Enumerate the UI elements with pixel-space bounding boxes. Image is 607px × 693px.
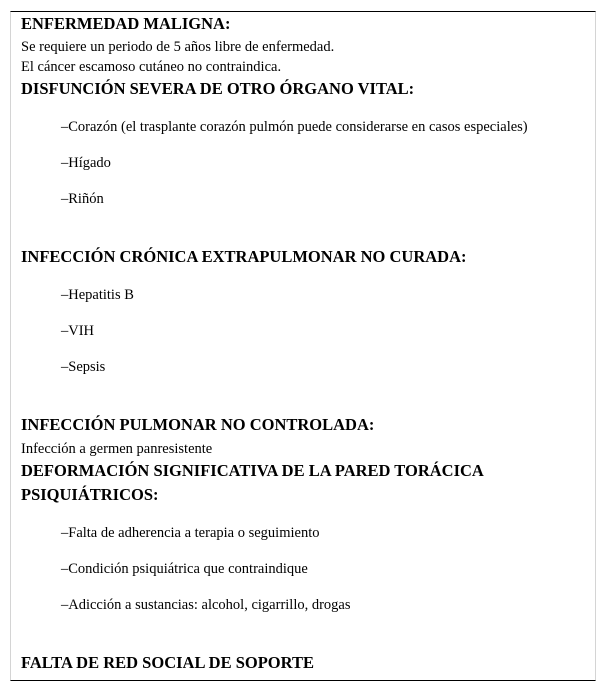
list-item-hepatitis-b: –Hepatitis B bbox=[61, 287, 134, 303]
maligna-text-1: Se requiere un periodo de 5 años libre de enfermedad. bbox=[21, 39, 335, 55]
heading-psiquiatricos: PSIQUIÁTRICOS: bbox=[21, 485, 159, 504]
heading-infeccion-pulmonar: INFECCIÓN PULMONAR NO CONTROLADA: bbox=[21, 415, 375, 434]
heading-infeccion-extrapulmonar: INFECCIÓN CRÓNICA EXTRAPULMONAR NO CURADA: bbox=[21, 247, 467, 266]
infeccion-pulmonar-text: Infección a germen panresistente bbox=[21, 441, 213, 457]
maligna-text-2: El cáncer escamoso cutáneo no contraindica. bbox=[21, 59, 282, 75]
list-item-vih: –VIH bbox=[61, 323, 95, 339]
list-item-condicion-psiquiatrica: –Condición psiquiátrica que contraindique bbox=[61, 561, 308, 577]
heading-disfuncion-organo: DISFUNCIÓN SEVERA DE OTRO ÓRGANO VITAL: bbox=[21, 79, 415, 98]
list-item-rinon: –Riñón bbox=[61, 191, 104, 207]
list-item-higado: –Hígado bbox=[61, 155, 111, 171]
heading-enfermedad-maligna: ENFERMEDAD MALIGNA: bbox=[21, 14, 231, 33]
list-item-sepsis: –Sepsis bbox=[61, 359, 106, 375]
table-frame bbox=[10, 11, 596, 681]
list-item-corazon: –Corazón (el trasplante corazón pulmón puede considerarse en casos especiales) bbox=[61, 119, 528, 135]
list-item-adherencia: –Falta de adherencia a terapia o seguimiento bbox=[61, 525, 320, 541]
heading-red-social: FALTA DE RED SOCIAL DE SOPORTE bbox=[21, 653, 314, 672]
list-item-adiccion: –Adicción a sustancias: alcohol, cigarrillo, drogas bbox=[61, 597, 351, 613]
heading-deformacion-pared: DEFORMACIÓN SIGNIFICATIVA DE LA PARED TORÁCICA bbox=[21, 461, 484, 480]
